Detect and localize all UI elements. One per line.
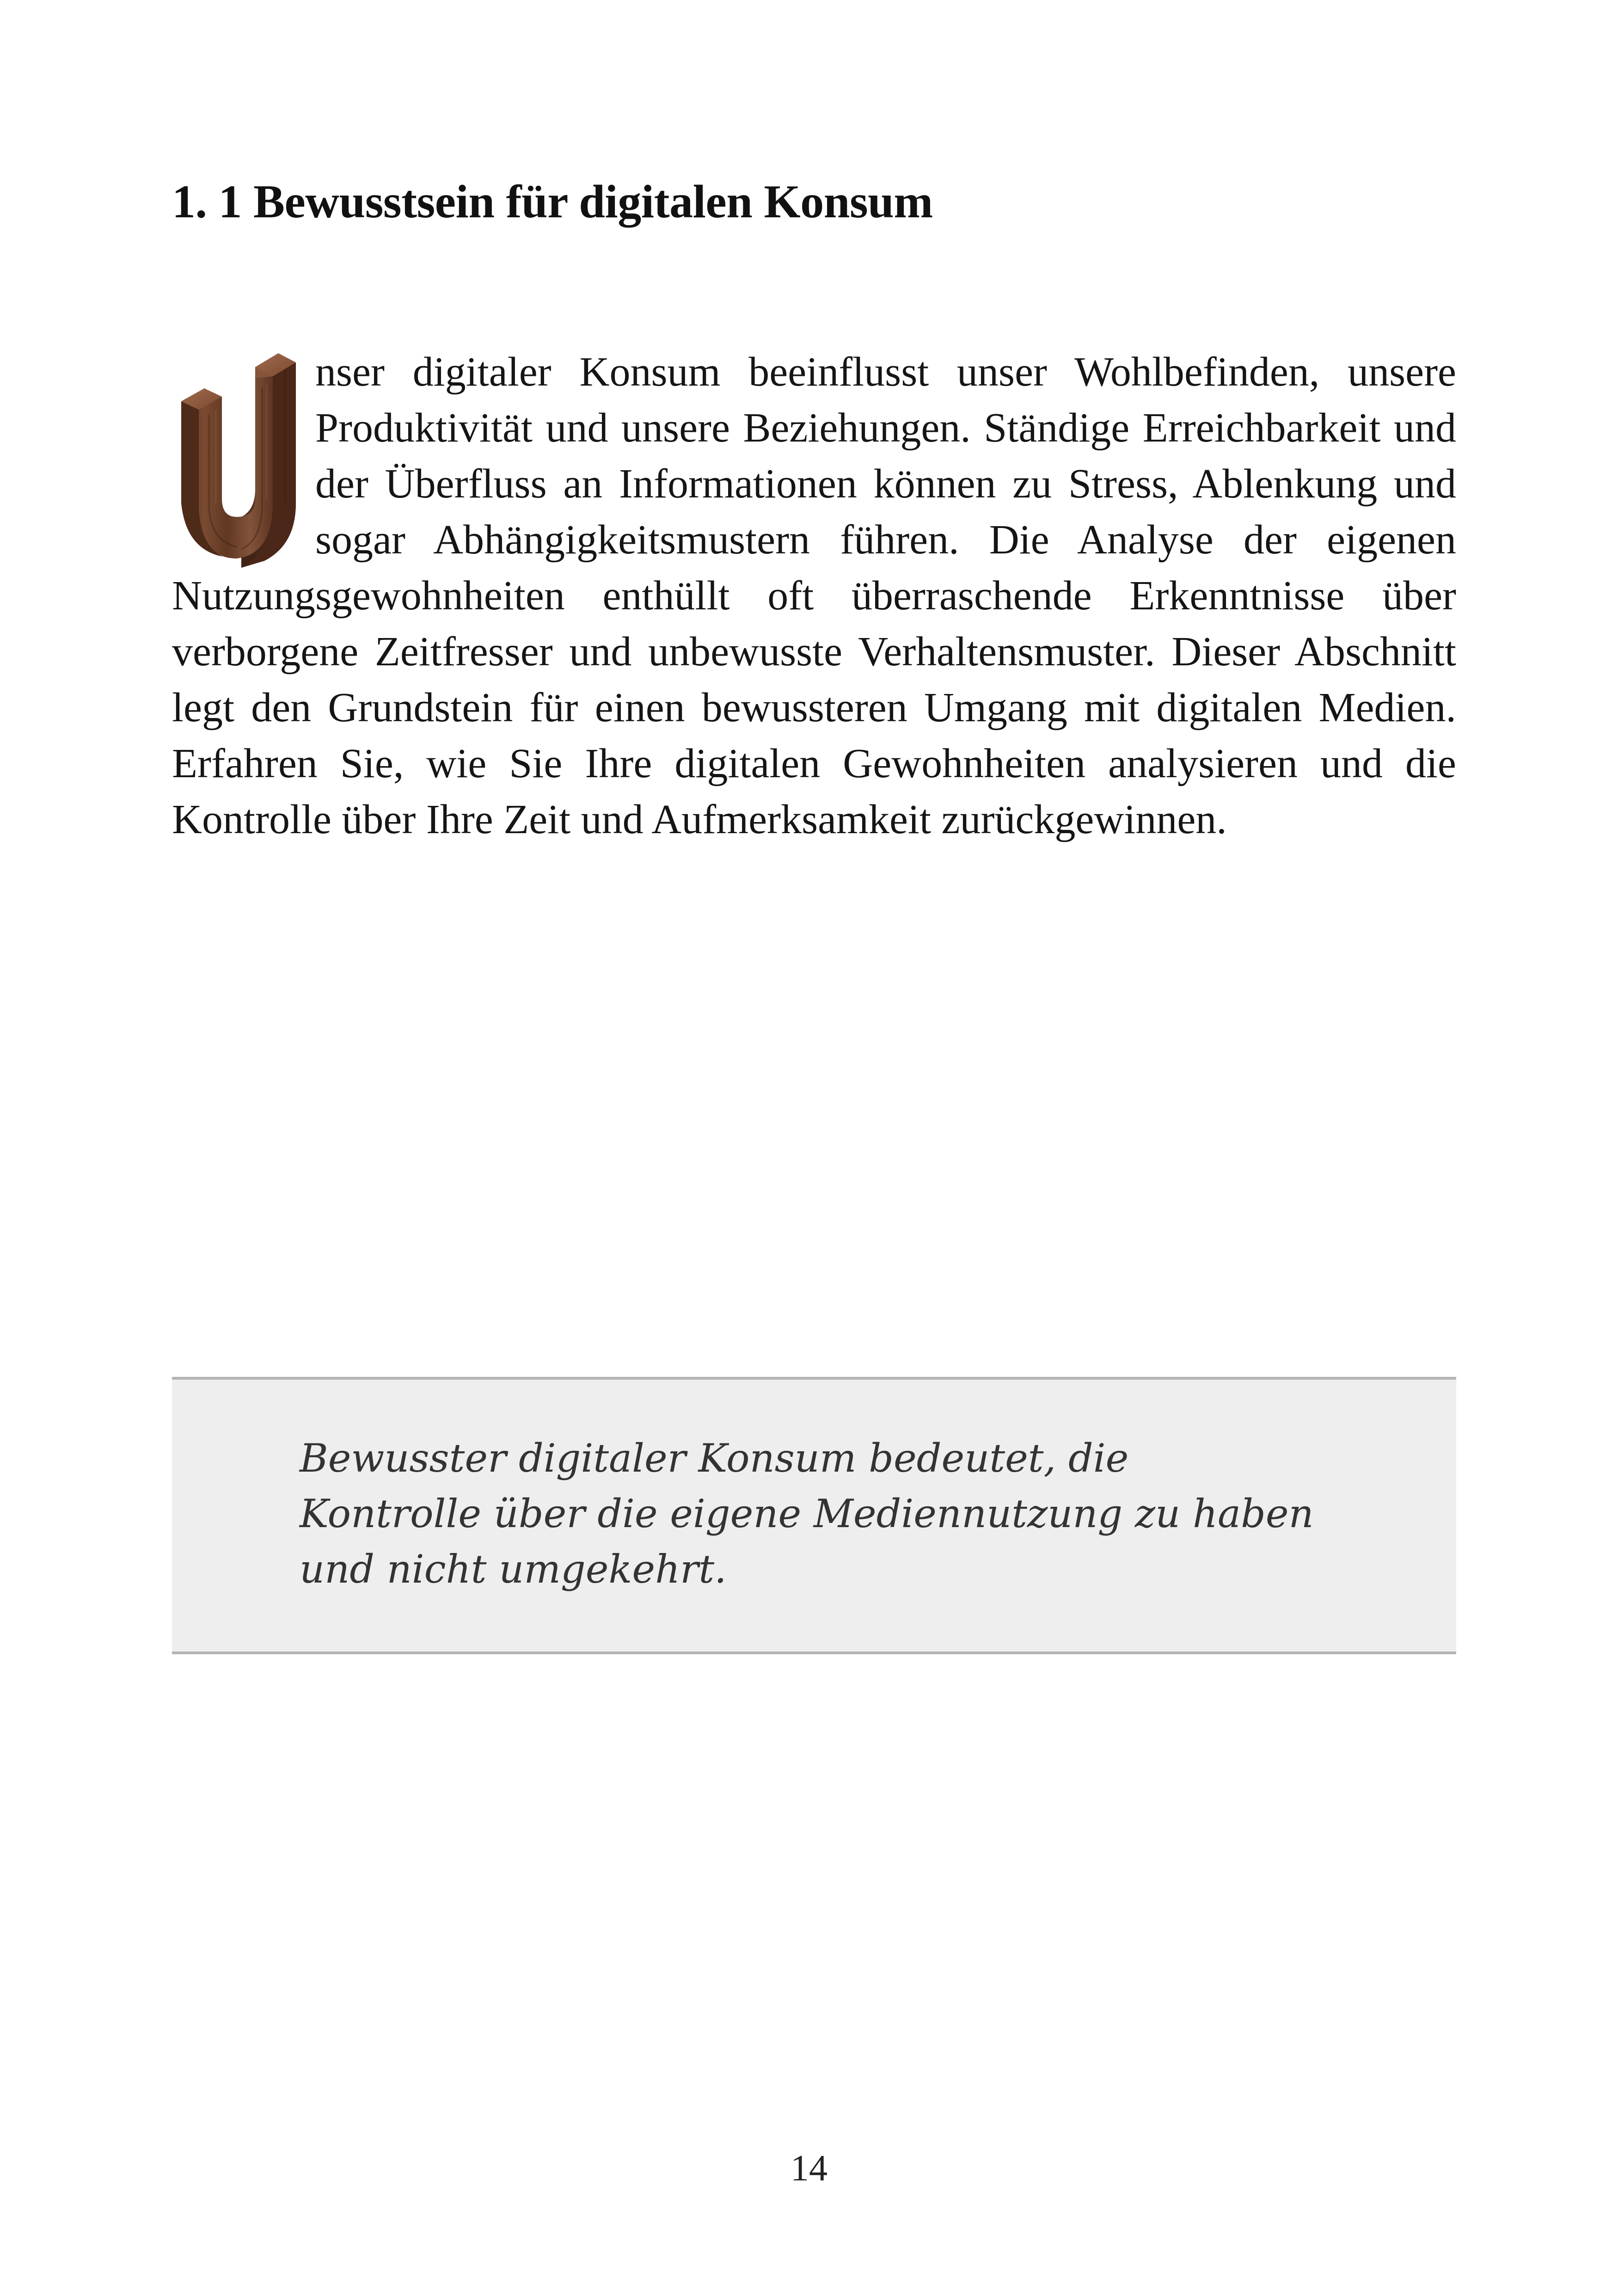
dropcap-letter-u xyxy=(172,350,306,568)
page-number: 14 xyxy=(791,2148,827,2189)
section-heading: 1. 1 Bewusstsein für digitalen Konsum xyxy=(172,176,933,228)
pull-quote-box xyxy=(172,1377,1456,1654)
body-block xyxy=(172,344,1456,847)
wooden-letter-u-icon xyxy=(172,350,306,568)
body-paragraph: nser digitaler Konsum beeinflusst unser Wohlbefinden, unsere Produktivität und unsere Beziehungen. Ständige Erreichbarkeit und der Überfluss an Informationen können zu Stress, Ablenkung und sogar Abhängigkeitsmustern führen. Die Analyse der eigenen Nutzungsgewohnheiten enthüllt oft überraschende Erkenntnisse über verborgene Zeitfresser und unbewusste Verhaltensmuster. Dieser Abschnitt legt den Grundstein für einen bewussteren Umgang mit digitalen Medien. Erfahren Sie, wie Sie Ihre digitalen Gewohnheiten analysieren und die Kontrolle über Ihre Zeit und Aufmerksamkeit zurückgewinnen. xyxy=(172,349,1456,842)
pull-quote-text: Bewusster digitaler Konsum bedeutet, die Kontrolle über die eigene Mediennutzung zu haben und nicht umgekehrt. xyxy=(300,1436,1314,1592)
